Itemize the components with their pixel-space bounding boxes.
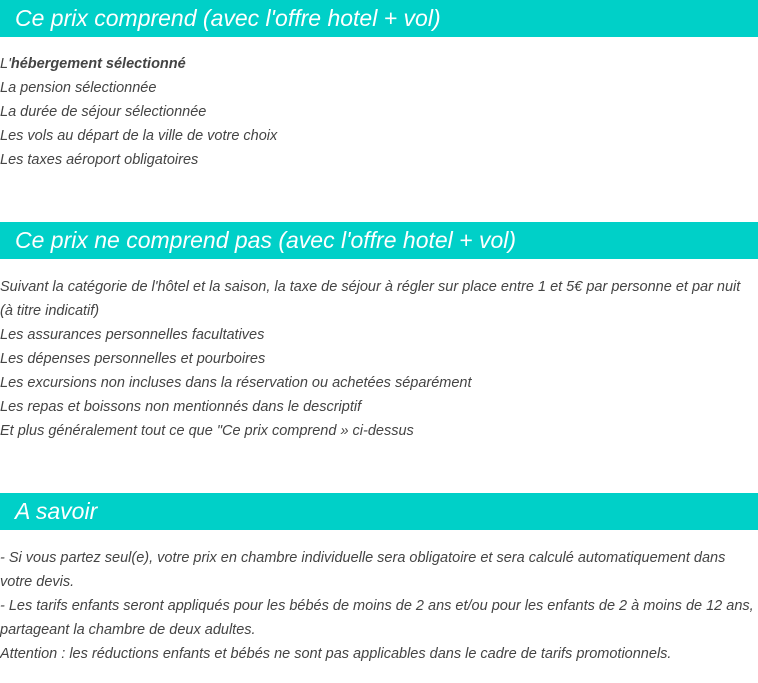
list-item: Les assurances personnelles facultatives bbox=[0, 327, 265, 343]
list-item-prefix: L' bbox=[0, 56, 11, 72]
section-title-not-included: Ce prix ne comprend pas (avec l'offre hotel + vol) bbox=[0, 222, 758, 259]
list-item: - Les tarifs enfants seront appliqués pour les bébés de moins de 2 ans et/ou pour les enfants de 2 à moins de 12 ans, partageant la chambre de deux adultes. bbox=[0, 598, 754, 638]
list-item: Les taxes aéroport obligatoires bbox=[0, 152, 199, 168]
included-list bbox=[0, 52, 758, 172]
list-item bbox=[0, 52, 754, 76]
list-item: Et plus généralement tout ce que "Ce prix comprend » ci-dessus bbox=[0, 423, 414, 439]
list-item: Suivant la catégorie de l'hôtel et la saison, la taxe de séjour à régler sur place entre 1 et 5€ par personne et par nuit (à titre indicatif) bbox=[0, 279, 741, 319]
not-included-list bbox=[0, 275, 758, 443]
list-item: - Si vous partez seul(e), votre prix en chambre individuelle sera obligatoire et sera calculé automatiquement dans votre devis. bbox=[0, 550, 726, 590]
list-item: Les dépenses personnelles et pourboires bbox=[0, 351, 266, 367]
list-item: Les vols au départ de la ville de votre choix bbox=[0, 128, 278, 144]
list-item-bold: hébergement sélectionné bbox=[10, 56, 186, 72]
list-item: Les excursions non incluses dans la réservation ou achetées séparément bbox=[0, 375, 472, 391]
good-to-know-list bbox=[0, 546, 758, 666]
list-item: Les repas et boissons non mentionnés dans le descriptif bbox=[0, 399, 362, 415]
list-item: La pension sélectionnée bbox=[0, 80, 157, 96]
section-title-good-to-know: A savoir bbox=[0, 493, 758, 530]
list-item: Attention : les réductions enfants et bébés ne sont pas applicables dans le cadre de tarifs promotionnels. bbox=[0, 646, 672, 662]
list-item: La durée de séjour sélectionnée bbox=[0, 104, 207, 120]
section-title-included: Ce prix comprend (avec l'offre hotel + vol) bbox=[0, 0, 758, 37]
